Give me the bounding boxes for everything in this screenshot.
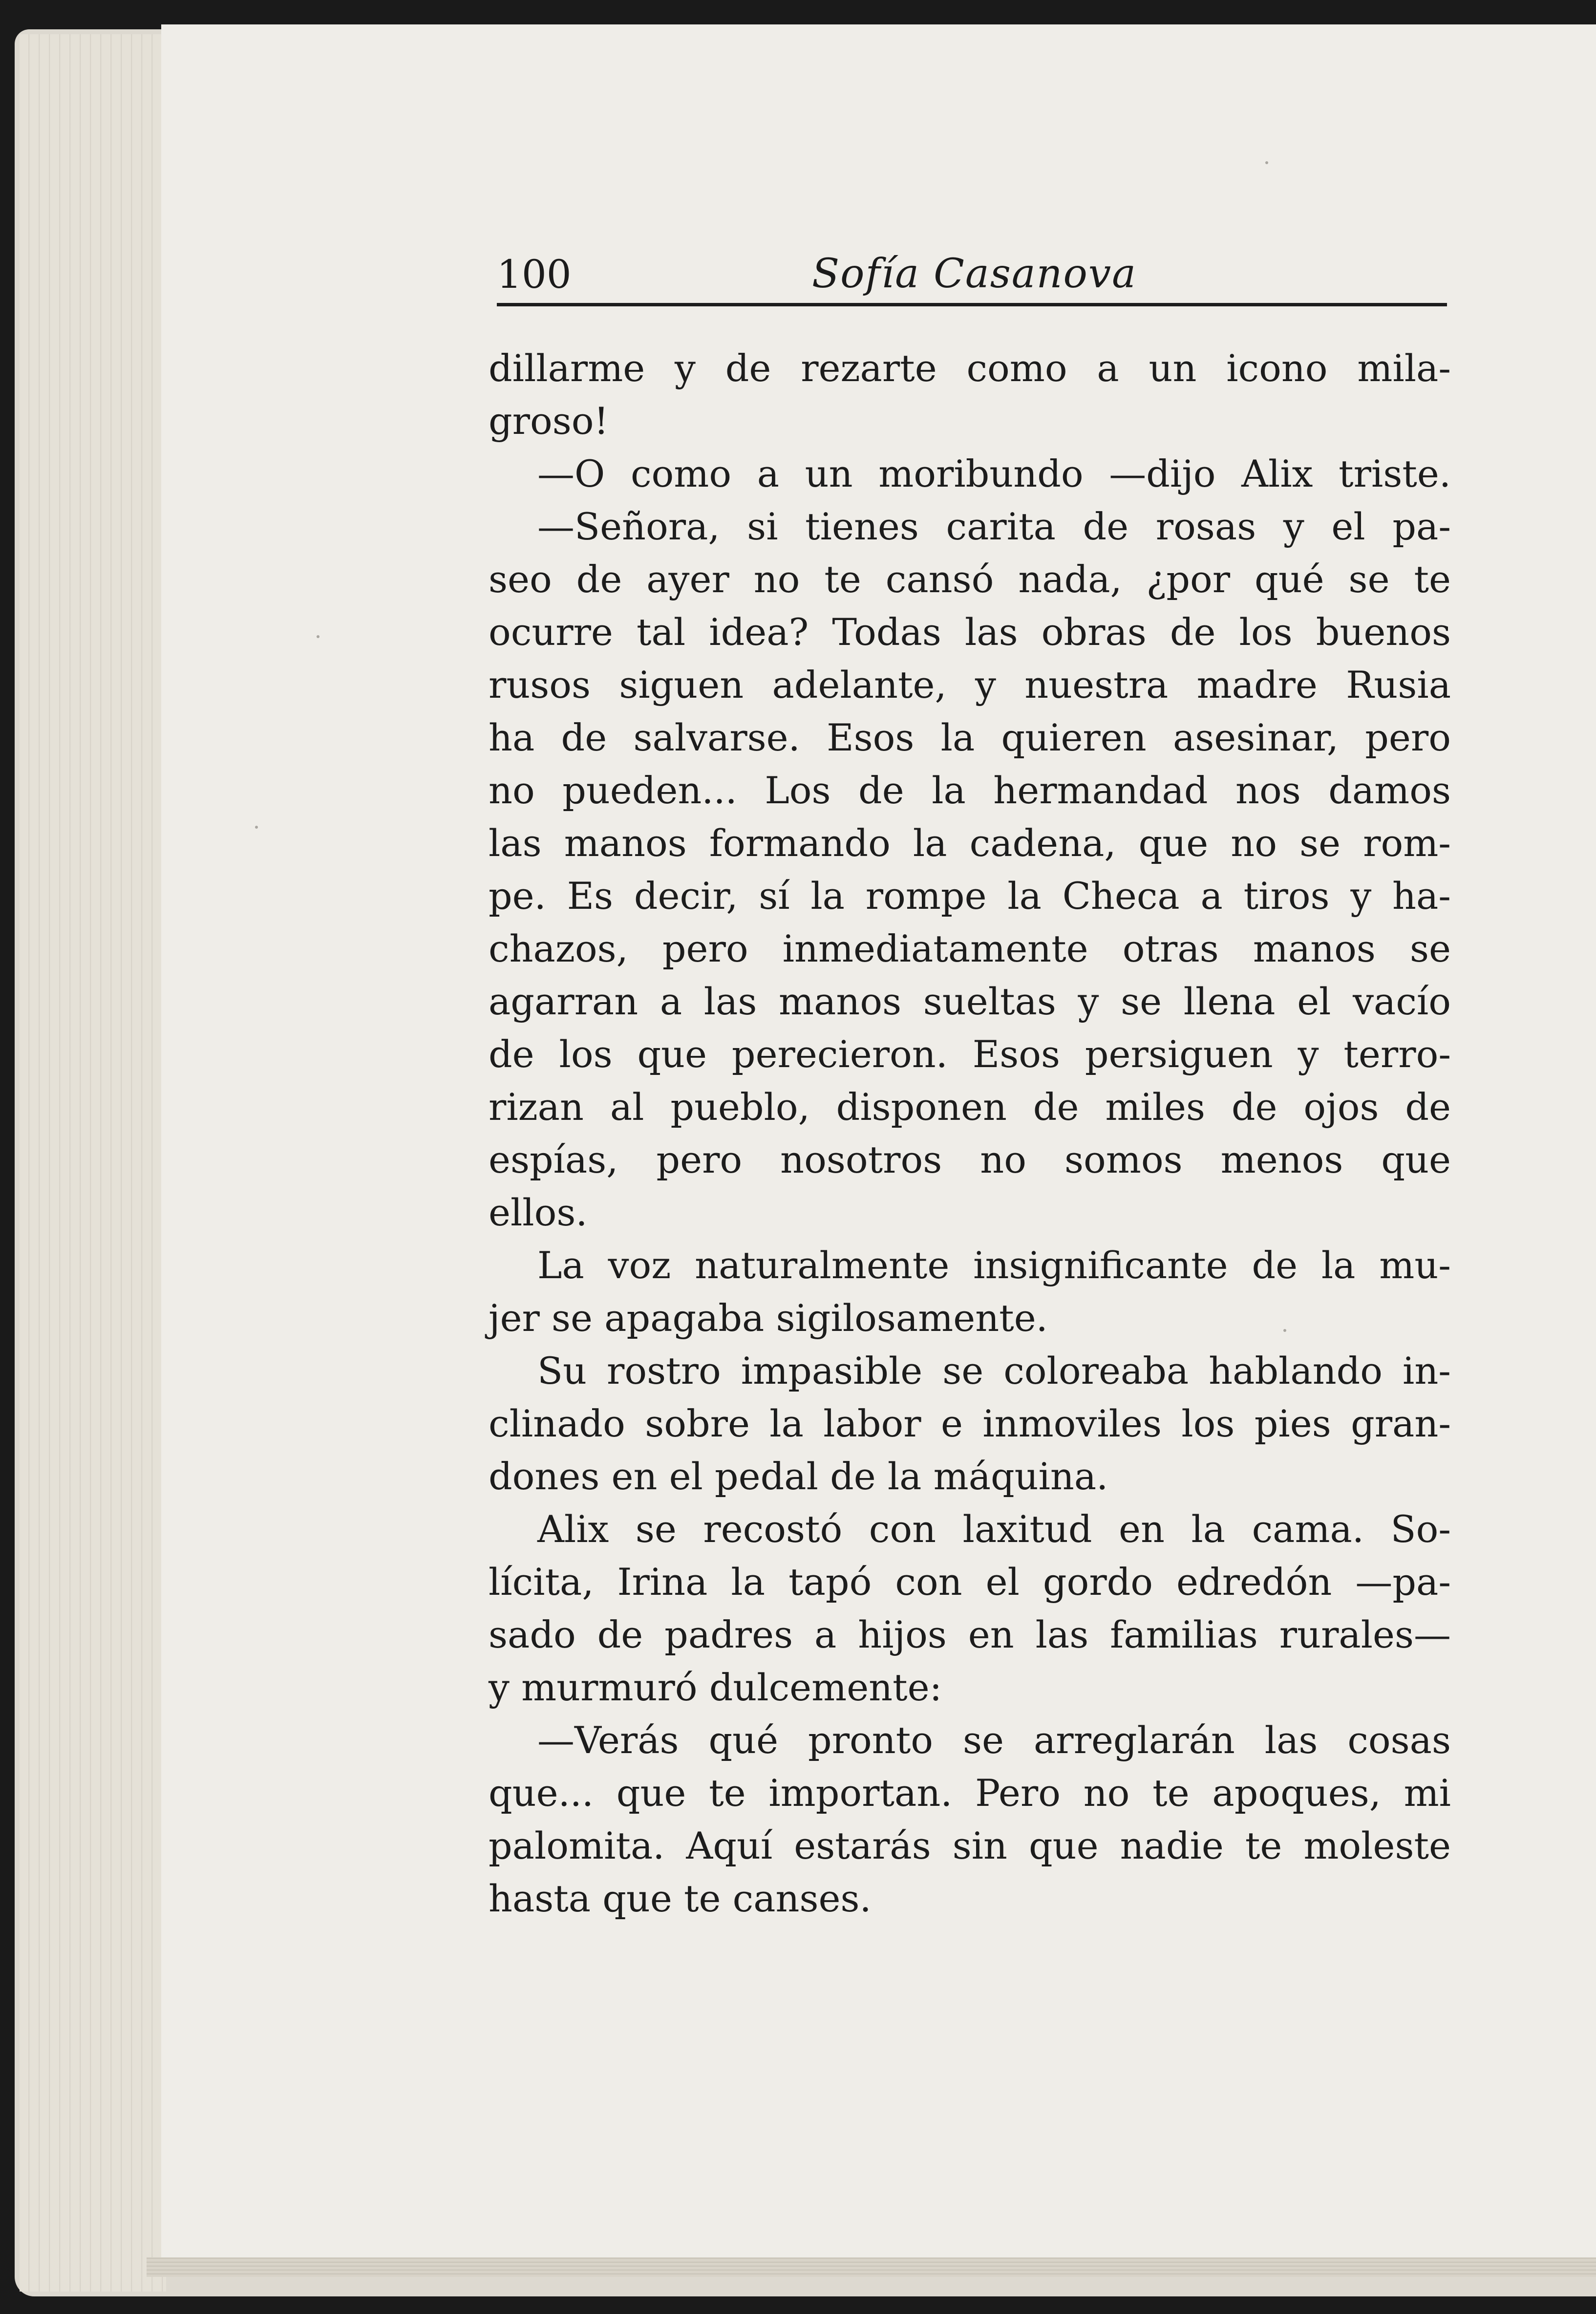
text-line: espías, pero nosotros no somos menos que bbox=[489, 1138, 1451, 1181]
text-line: clinado sobre la labor e inmoviles los pies gran- bbox=[489, 1402, 1451, 1445]
text-line: que... que te importan. Pero no te apoques, mi bbox=[489, 1771, 1451, 1815]
running-head bbox=[497, 235, 1447, 306]
text-line: pe. Es decir, sí la rompe la Checa a tiros y ha- bbox=[489, 874, 1451, 918]
text-line: no pueden... Los de la hermandad nos damos bbox=[489, 769, 1451, 812]
page-number: 100 bbox=[497, 252, 572, 297]
text-line: seo de ayer no te cansó nada, ¿por qué se te bbox=[489, 557, 1451, 601]
text-line: jer se apagaba sigilosamente. bbox=[489, 1296, 1048, 1340]
speck bbox=[317, 635, 319, 638]
text-line: hasta que te canses. bbox=[489, 1877, 872, 1920]
page-edges bbox=[20, 34, 166, 2292]
text-line: sado de padres a hijos en las familias rurales— bbox=[489, 1613, 1451, 1656]
body-text bbox=[489, 342, 1451, 1925]
text-line: La voz naturalmente insignificante de la mu- bbox=[537, 1243, 1451, 1287]
text-line: dones en el pedal de la máquina. bbox=[489, 1455, 1108, 1498]
page-bottom-edge bbox=[147, 2257, 1596, 2277]
text-line: de los que perecieron. Esos persiguen y terro- bbox=[489, 1032, 1451, 1076]
text-line: dillarme y de rezarte como a un icono mila- bbox=[489, 346, 1451, 390]
text-line: —Verás qué pronto se arreglarán las cosas bbox=[537, 1718, 1451, 1762]
text-line: ha de salvarse. Esos la quieren asesinar, pero bbox=[489, 716, 1451, 759]
speck bbox=[255, 826, 258, 829]
speck bbox=[1265, 161, 1268, 164]
text-line: y murmuró dulcemente: bbox=[489, 1666, 942, 1709]
text-line: agarran a las manos sueltas y se llena el vacío bbox=[489, 980, 1451, 1023]
text-line: ocurre tal idea? Todas las obras de los buenos bbox=[489, 610, 1451, 654]
text-line: —O como a un moribundo —dijo Alix triste. bbox=[537, 452, 1451, 495]
text-line: Su rostro impasible se coloreaba hablando in- bbox=[537, 1349, 1451, 1393]
text-line: lícita, Irina la tapó con el gordo edredón —pa- bbox=[489, 1560, 1451, 1604]
speck bbox=[1283, 1329, 1286, 1332]
running-head-author: Sofía Casanova bbox=[812, 251, 1137, 297]
text-line: ellos. bbox=[489, 1191, 588, 1234]
text-line: rusos siguen adelante, y nuestra madre Rusia bbox=[489, 663, 1451, 707]
text-line: las manos formando la cadena, que no se rom- bbox=[489, 821, 1451, 865]
text-line: Alix se recostó con laxitud en la cama. So- bbox=[537, 1507, 1451, 1551]
text-line: groso! bbox=[489, 399, 609, 443]
text-line: rizan al pueblo, disponen de miles de ojos de bbox=[489, 1085, 1451, 1129]
text-line: palomita. Aquí estarás sin que nadie te moleste bbox=[489, 1824, 1451, 1867]
text-line: —Señora, si tienes carita de rosas y el pa- bbox=[537, 505, 1451, 548]
text-line: chazos, pero inmediatamente otras manos se bbox=[489, 927, 1451, 970]
